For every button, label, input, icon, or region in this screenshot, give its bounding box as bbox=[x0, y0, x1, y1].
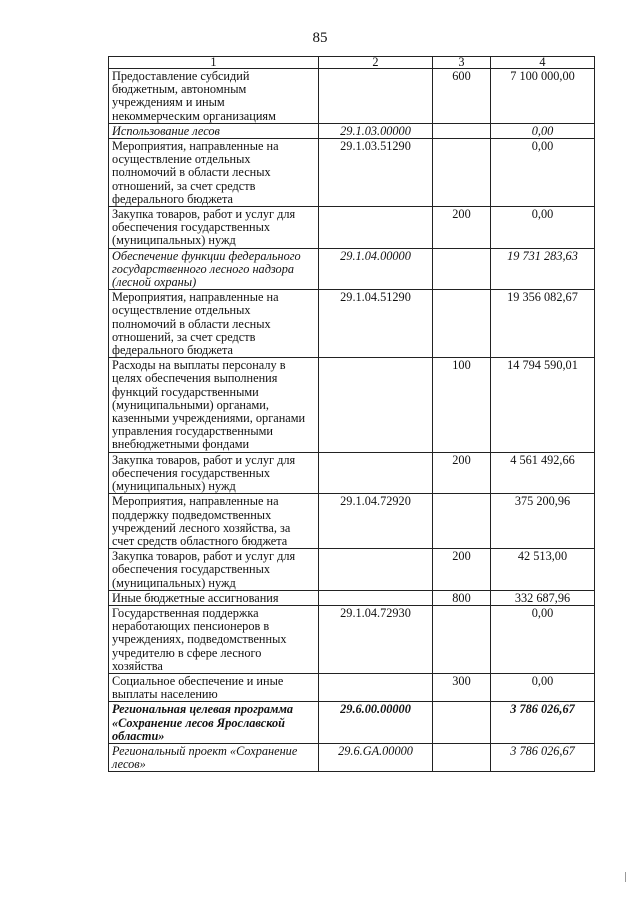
row-amount: 0,00 bbox=[491, 207, 595, 249]
row-expense-type: 300 bbox=[433, 673, 491, 701]
row-expense-type bbox=[433, 743, 491, 771]
table-row bbox=[109, 139, 595, 207]
table-header-row bbox=[109, 57, 595, 69]
column-header-3: 3 bbox=[433, 57, 491, 69]
row-expense-type: 200 bbox=[433, 207, 491, 249]
table-row bbox=[109, 123, 595, 138]
table-row bbox=[109, 702, 595, 744]
table-row bbox=[109, 248, 595, 290]
row-expense-type: 200 bbox=[433, 549, 491, 591]
row-code: 29.1.04.72930 bbox=[319, 605, 433, 673]
budget-table bbox=[108, 56, 595, 772]
row-code: 29.6.00.00000 bbox=[319, 702, 433, 744]
page-number: 85 bbox=[312, 30, 328, 46]
row-name: Закупка товаров, работ и услуг для обеспечения государственных (муниципальных) нужд bbox=[109, 452, 319, 494]
row-amount: 0,00 bbox=[491, 673, 595, 701]
row-name: Расходы на выплаты персоналу в целях обеспечения выполнения функций государственными (муниципальными) органами, казенными учреждениями, органами управления государственными внебюджетными фондами bbox=[109, 358, 319, 452]
row-name: Предоставление субсидий бюджетным, автономным учреждениям и иным некоммерческим организациям bbox=[109, 69, 319, 124]
row-name: Иные бюджетные ассигнования bbox=[109, 590, 319, 605]
row-amount: 14 794 590,01 bbox=[491, 358, 595, 452]
row-code bbox=[319, 549, 433, 591]
row-code bbox=[319, 207, 433, 249]
row-name: Обеспечение функции федерального государственного лесного надзора (лесной охраны) bbox=[109, 248, 319, 290]
row-code bbox=[319, 358, 433, 452]
row-expense-type bbox=[433, 605, 491, 673]
table-row bbox=[109, 590, 595, 605]
row-name: Мероприятия, направленные на осуществление отдельных полномочий в области лесных отношений, за счет средств федерального бюджета bbox=[109, 290, 319, 358]
row-amount: 3 786 026,67 bbox=[491, 702, 595, 744]
row-amount: 0,00 bbox=[491, 123, 595, 138]
row-name: Закупка товаров, работ и услуг для обеспечения государственных (муниципальных) нужд bbox=[109, 207, 319, 249]
row-amount: 0,00 bbox=[491, 605, 595, 673]
row-expense-type bbox=[433, 248, 491, 290]
row-name: Региональный проект «Сохранение лесов» bbox=[109, 743, 319, 771]
table-row bbox=[109, 290, 595, 358]
row-code: 29.6.GA.00000 bbox=[319, 743, 433, 771]
row-expense-type bbox=[433, 139, 491, 207]
row-code: 29.1.04.72920 bbox=[319, 494, 433, 549]
row-amount: 42 513,00 bbox=[491, 549, 595, 591]
row-amount: 3 786 026,67 bbox=[491, 743, 595, 771]
row-name: Социальное обеспечение и иные выплаты населению bbox=[109, 673, 319, 701]
row-code bbox=[319, 452, 433, 494]
row-name: Государственная поддержка неработающих пенсионеров в учреждениях, подведомственных учредителю в сфере лесного хозяйства bbox=[109, 605, 319, 673]
row-expense-type bbox=[433, 494, 491, 549]
row-expense-type bbox=[433, 123, 491, 138]
table-row bbox=[109, 452, 595, 494]
row-name: Использование лесов bbox=[109, 123, 319, 138]
row-amount: 4 561 492,66 bbox=[491, 452, 595, 494]
row-amount: 7 100 000,00 bbox=[491, 69, 595, 124]
row-name: Мероприятия, направленные на поддержку подведомственных учреждений лесного хозяйства, за счет средств областного бюджета bbox=[109, 494, 319, 549]
row-expense-type: 100 bbox=[433, 358, 491, 452]
row-code bbox=[319, 69, 433, 124]
table-row bbox=[109, 494, 595, 549]
table-row bbox=[109, 549, 595, 591]
row-code: 29.1.04.51290 bbox=[319, 290, 433, 358]
row-name: Мероприятия, направленные на осуществление отдельных полномочий в области лесных отношений, за счет средств федерального бюджета bbox=[109, 139, 319, 207]
column-header-2: 2 bbox=[319, 57, 433, 69]
table-row bbox=[109, 673, 595, 701]
row-amount: 375 200,96 bbox=[491, 494, 595, 549]
row-amount: 19 731 283,63 bbox=[491, 248, 595, 290]
column-header-4: 4 bbox=[491, 57, 595, 69]
row-name: Региональная целевая программа «Сохранение лесов Ярославской области» bbox=[109, 702, 319, 744]
row-code: 29.1.03.00000 bbox=[319, 123, 433, 138]
row-code bbox=[319, 673, 433, 701]
table-row bbox=[109, 605, 595, 673]
row-expense-type bbox=[433, 290, 491, 358]
row-amount: 0,00 bbox=[491, 139, 595, 207]
row-expense-type: 800 bbox=[433, 590, 491, 605]
row-amount: 332 687,96 bbox=[491, 590, 595, 605]
table-row bbox=[109, 207, 595, 249]
table-row bbox=[109, 358, 595, 452]
row-name: Закупка товаров, работ и услуг для обеспечения государственных (муниципальных) нужд bbox=[109, 549, 319, 591]
row-code bbox=[319, 590, 433, 605]
table-row bbox=[109, 743, 595, 771]
row-code: 29.1.04.00000 bbox=[319, 248, 433, 290]
scan-edge-mark bbox=[625, 872, 628, 882]
row-expense-type: 200 bbox=[433, 452, 491, 494]
row-code: 29.1.03.51290 bbox=[319, 139, 433, 207]
row-expense-type bbox=[433, 702, 491, 744]
column-header-1: 1 bbox=[109, 57, 319, 69]
row-amount: 19 356 082,67 bbox=[491, 290, 595, 358]
row-expense-type: 600 bbox=[433, 69, 491, 124]
table-row bbox=[109, 69, 595, 124]
